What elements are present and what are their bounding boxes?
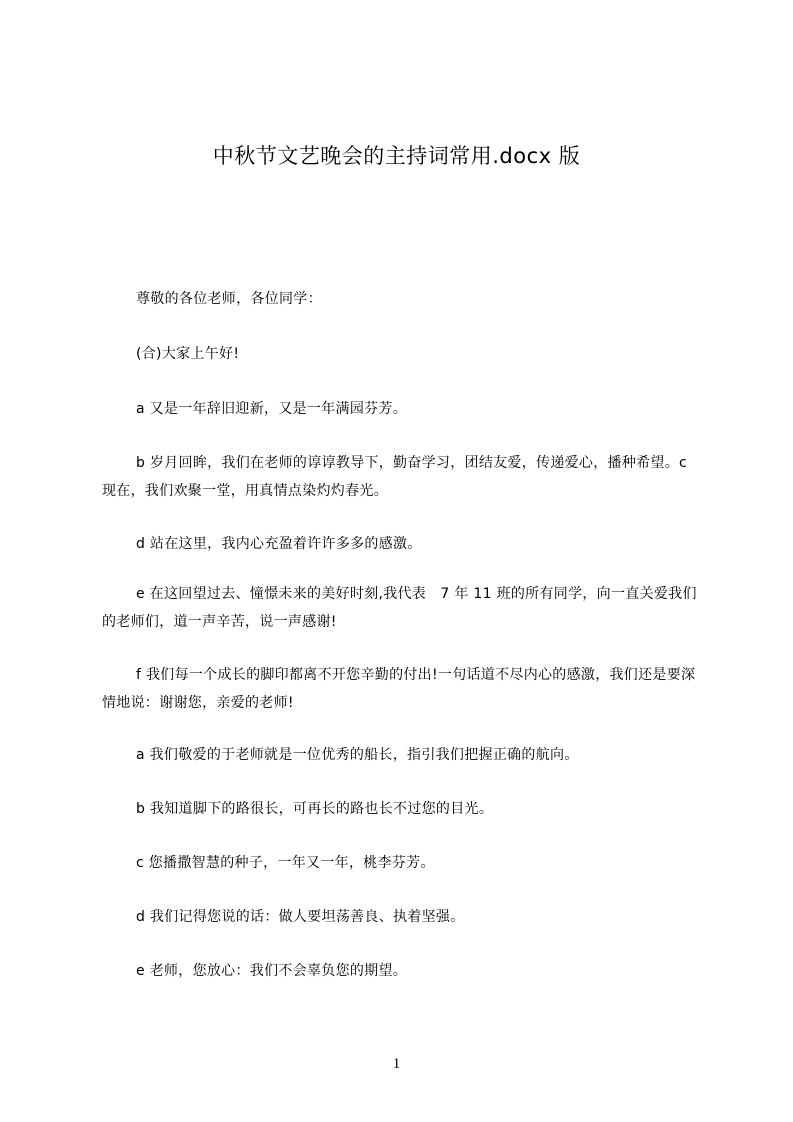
paragraph-b-2: b 我知道脚下的路很长，可再长的路也长不过您的目光。	[136, 801, 494, 817]
paragraph-e-1: e 在这回望过去、憧憬未来的美好时刻,我代表 7 年 11 班的所有同学，向一直关爱我们的老师们，道一声辛苦，说一声感谢!	[102, 586, 697, 630]
paragraph-greeting: 尊敬的各位老师，各位同学：	[136, 291, 322, 307]
paragraph-d-2: d 我们记得您说的话：做人要坦荡善良、执着坚强。	[136, 909, 465, 925]
paragraph-f-1: f 我们每一个成长的脚印都离不开您辛勤的付出!一句话道不尽内心的感激，我们还是要深情地说：谢谢您，亲爱的老师!	[102, 667, 696, 711]
paragraph-e-2: e 老师，您放心：我们不会辜负您的期望。	[136, 963, 408, 979]
paragraph-a-2: a 我们敬爱的于老师就是一位优秀的船长，指引我们把握正确的航向。	[136, 747, 579, 763]
paragraph-d-1: d 站在这里，我内心充盈着许许多多的感激。	[136, 536, 422, 552]
page-number: 1	[392, 1056, 401, 1072]
paragraph-together: (合)大家上午好!	[136, 346, 240, 362]
document-title: 中秋节文艺晚会的主持词常用.docx 版	[212, 144, 581, 168]
paragraph-b-1: b 岁月回眸，我们在老师的谆谆教导下，勤奋学习，团结友爱，传递爱心，播种希望。c 现在，我们欢聚一堂，用真情点染灼灼春光。	[102, 455, 688, 499]
paragraph-a-1: a 又是一年辞旧迎新，又是一年满园芬芳。	[136, 401, 408, 417]
paragraph-c-2: c 您播撒智慧的种子，一年又一年，桃李芬芳。	[136, 855, 435, 871]
